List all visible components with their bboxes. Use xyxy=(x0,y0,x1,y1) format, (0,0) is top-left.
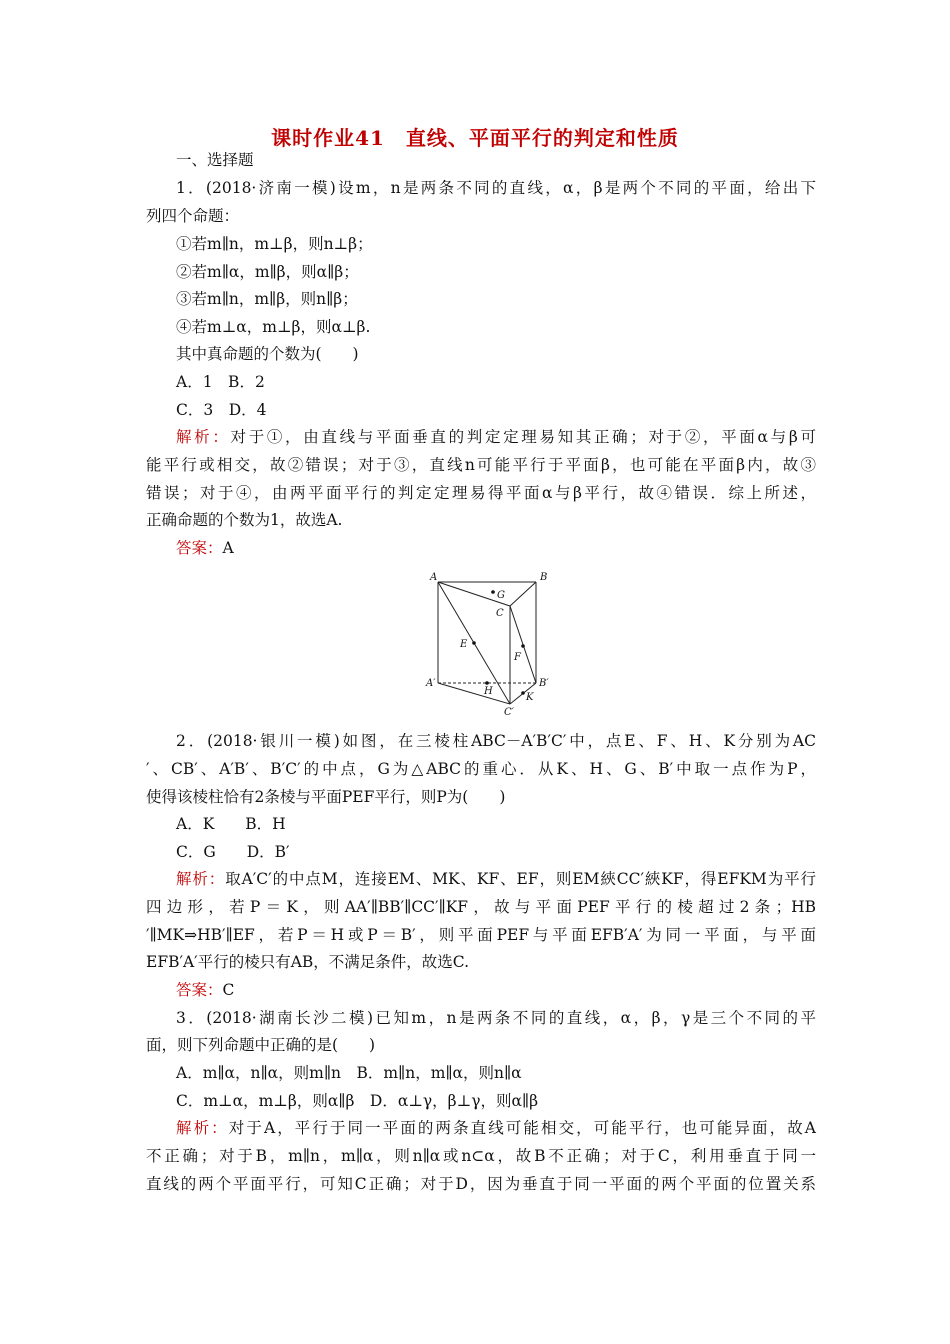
q3-solution-text-1: 对于A，平行于同一平面的两条直线可能相交，可能平行，也可能异面，故A xyxy=(228,1119,816,1137)
prism-figure xyxy=(422,566,562,716)
q1-proposition-4: ④若m⊥α，m⊥β，则α⊥β. xyxy=(176,318,371,336)
q1-solution-line-2: 能平行或相交，故②错误；对于③，直线n可能平行于平面β，也可能在平面β内，故③ xyxy=(146,456,816,474)
point-g xyxy=(491,590,495,594)
label-a1: A′ xyxy=(426,678,436,689)
page-title: 课时作业41 直线、平面平行的判定和性质 xyxy=(271,126,679,150)
q1-answer xyxy=(176,538,816,558)
q1-options-ab: A．1 B．2 xyxy=(176,373,265,391)
q2-stem-line-3: 使得该棱柱恰有2条棱与平面PEF平行，则P为( ) xyxy=(146,788,506,806)
q3-solution-line-1 xyxy=(176,1118,816,1138)
q1-solution-text-1: 对于①，由直线与平面垂直的判定定理易知其正确；对于②，平面α与β可 xyxy=(230,428,816,446)
q1-solution-label: 解析： xyxy=(176,428,231,446)
label-g: G xyxy=(497,590,505,601)
q1-solution-line-1 xyxy=(176,427,816,447)
q1-answer-value: A xyxy=(222,539,234,557)
q2-solution-line-1 xyxy=(176,869,816,889)
q3-solution-line-3: 直线的两个平面平行，可知C正确；对于D，因为垂直于同一平面的两个平面的位置关系 xyxy=(146,1175,816,1193)
label-k: K xyxy=(526,692,534,703)
label-h: H xyxy=(484,686,493,697)
q2-answer-label: 答案： xyxy=(176,981,223,999)
label-b1: B′ xyxy=(539,678,549,689)
q2-solution-label: 解析： xyxy=(176,870,226,888)
q3-stem-line-2: 面，则下列命题中正确的是( ) xyxy=(146,1036,376,1054)
q1-question: 其中真命题的个数为( ) xyxy=(176,345,359,363)
q3-solution-line-2: 不正确；对于B，m∥n，m∥α，则n∥α或n⊂α，故B不正确；对于C，利用垂直于同一 xyxy=(146,1147,816,1165)
section-heading: 一、选择题 xyxy=(176,151,254,169)
q2-solution-line-4: EFB′A′平行的棱只有AB，不满足条件，故选C. xyxy=(146,953,470,971)
point-h xyxy=(485,681,489,685)
q1-solution-line-3: 错误；对于④，由两平面平行的判定定理易得平面α与β平行，故④错误．综上所述， xyxy=(146,484,816,502)
q1-answer-label: 答案： xyxy=(176,539,223,557)
edge-bc xyxy=(510,582,536,606)
q3-stem-line-1: 3．(2018·湖南长沙二模)已知m，n是两条不同的直线，α，β，γ是三个不同的平 xyxy=(176,1009,816,1027)
point-e xyxy=(472,641,476,645)
q1-solution-line-4: 正确命题的个数为1，故选A. xyxy=(146,511,343,529)
q2-options-cd: C．G D．B′ xyxy=(176,843,290,861)
label-c: C xyxy=(496,608,504,619)
q2-stem-line-2: ′、CB′、A′B′、B′C′的中点，G为△ABC的重心．从K、H、G、B′中取一点作为P， xyxy=(146,760,816,778)
q1-options-cd: C．3 D．4 xyxy=(176,401,267,419)
q3-options-cd: C．m⊥α，m⊥β，则α∥β D．α⊥γ，β⊥γ，则α∥β xyxy=(176,1092,539,1110)
label-a: A xyxy=(430,572,438,583)
label-b: B xyxy=(540,572,548,583)
q2-solution-text-1: 取A′C′的中点M，连接EM、MK、KF、EF，则EM綊CC′綊KF，得EFKM为平行 xyxy=(225,870,816,888)
q2-options-ab: A．K B．H xyxy=(176,815,286,833)
q1-stem-line-2: 列四个命题： xyxy=(146,207,240,225)
q2-answer-value: C xyxy=(222,981,235,999)
point-k xyxy=(521,691,525,695)
q1-proposition-2: ②若m∥α，m∥β，则α∥β； xyxy=(176,263,359,281)
q2-answer xyxy=(176,980,816,1000)
q1-proposition-3: ③若m∥n，m∥β，则n∥β； xyxy=(176,290,358,308)
q3-options-ab: A．m∥α，n∥α，则m∥n B．m∥n，m∥α，则n∥α xyxy=(176,1064,522,1082)
q1-proposition-1: ①若m∥n，m⊥β，则n⊥β； xyxy=(176,235,373,253)
point-f xyxy=(521,644,525,648)
q2-solution-line-3: ′∥MK⇒HB′∥EF，若P＝H或P＝B′，则平面PEF与平面EFB′A′为同一平面，与平面 xyxy=(146,926,816,944)
q3-solution-label: 解析： xyxy=(176,1119,229,1137)
label-c1: C′ xyxy=(504,707,514,716)
label-e: E xyxy=(460,639,468,650)
q1-stem-line-1: 1．(2018·济南一模)设m，n是两条不同的直线，α，β是两个不同的平面，给出下 xyxy=(176,179,816,197)
label-f: F xyxy=(514,652,521,663)
q2-stem-line-1: 2．(2018·银川一模)如图，在三棱柱ABC－A′B′C′中，点E、F、H、K分别为AC xyxy=(176,732,816,750)
q2-solution-line-2: 四边形，若P＝K，则AA′∥BB′∥CC′∥KF，故与平面PEF平行的棱超过2条；HB xyxy=(146,898,816,916)
